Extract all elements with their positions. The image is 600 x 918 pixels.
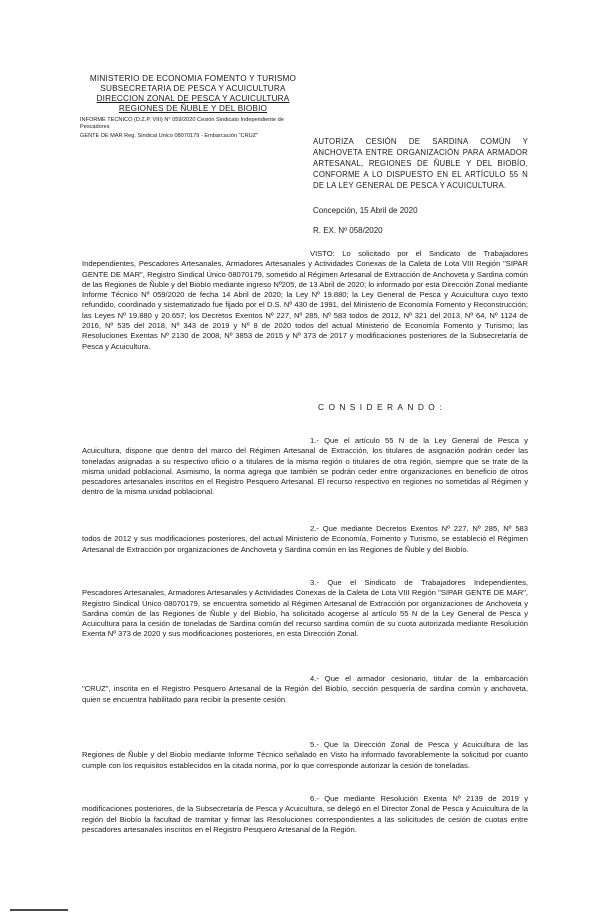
considerando-3: 3.- Que el Sindicato de Trabajadores Independientes, Pescadores Artesanales, Armadores Artesanales y Actividades Conexas de la Caleta de Lota VIII Región "SIPAR GENTE DE MAR", Registro Sindical Único 08070179, se encuentra sometido al Régimen Artesanal de Extracción por organizaciones de Anchoveta y Sardina común de las Regiones de Ñuble y del Biobío, ha solicitado acogerse al artículo 55 N de la Ley General de Pesca y Acuicultura para la cesión de toneladas de Sardina común del recurso sardina común de su cuota autorizada mediante Resolución Exenta Nº 373 de 2020 y sus modificaciones posteriores, en esta Dirección Zonal. xyxy=(82,578,528,639)
regions-line: REGIONES DE ÑUBLE Y DEL BIOBIO xyxy=(118,104,268,113)
directorate-line: DIRECCION ZONAL DE PESCA Y ACUICULTURA xyxy=(96,94,290,103)
ministry-line: MINISTERIO DE ECONOMIA FOMENTO Y TURISMO xyxy=(89,74,297,83)
letterhead xyxy=(78,74,308,140)
considerando-1: 1.- Que el artículo 55 N de la Ley General de Pesca y Acuicultura, dispone que dentro del marco del Régimen Artesanal de Extracción, los titulares de asignación podrán ceder las toneladas asignadas a su respectivo oficio o a titulares de la misma región o titulares de otra región, siempre que se trate de la misma unidad poblacional. Asimismo, la norma agrega que también se podrán ceder entre organizaciones en beneficio de otros pescadores artesanales inscritos en el Registro Pesquero Artesanal. El recurso respectivo en regiones no sometidas al Régimen y dentro de la misma unidad poblacional. xyxy=(82,436,528,497)
considerando-4: 4.- Que el armador cesionario, titular de la embarcación "CRUZ", inscrita en el Registro Pesquero Artesanal de la Región del Biobío, sección pesquería de sardina común y anchoveta, quien se encuentra habilitado para recibir la presente cesión. xyxy=(82,674,528,704)
considerando-5: 5.- Que la Dirección Zonal de Pesca y Acuicultura de las Regiones de Ñuble y del Biobío mediante Informe Técnico señalado en Visto ha informado favorablemente la solicitud por cuanto cumple con los requisitos establecidos en la citada norma, por lo que corresponde autorizar la cesión de toneladas. xyxy=(82,740,528,770)
resolution-number: R. EX. Nº 058/2020 xyxy=(313,226,383,235)
considerando-6: 6.- Que mediante Resolución Exenta Nº 2139 de 2019 y modificaciones posteriores, de la Subsecretaría de Pesca y Acuicultura, se delegó en el Director Zonal de Pesca y Acuicultura de la región del Biobío la facultad de tramitar y firmar las Resoluciones correspondientes a las solicitudes de cesión de cuotas entre pescadores artesanales inscritos en el Registro Pesquero Artesanal de la Región. xyxy=(82,794,528,834)
report-reference-2: GENTE DE MAR Reg. Sindical Unico 08070179 - Embarcación "CRUZ" xyxy=(80,133,259,140)
subsecretariat-line: SUBSECRETARIA DE PESCA Y ACUICULTURA xyxy=(100,84,286,93)
place-date: Concepción, 15 Abril de 2020 xyxy=(313,206,418,215)
considerando-2: 2.- Que mediante Decretos Exentos Nº 227, Nº 285, Nº 583 todos de 2012 y sus modificaciones posteriores, del actual Ministerio de Economía, Fomento y Turismo, se estableció el Régimen Artesanal de Extracción por organizaciones de Anchoveta y Sardina común en las Regiones de Ñuble y del Biobío. xyxy=(82,524,528,554)
considerando-heading: CONSIDERANDO: xyxy=(318,402,446,412)
footer-mark xyxy=(10,909,68,911)
visto-paragraph: VISTO: Lo solicitado por el Sindicato de Trabajadores Independientes, Pescadores Artesanales, Armadores Artesanales y Actividades Conexas de la Caleta de Lota VIII Región "SIPAR GENTE DE MAR", Registro Sindical Único 08070179, sometido al Régimen Artesanal de Extracción de Anchoveta y Sardina común de las Regiones de Ñuble y del Biobío mediante ingreso Nº205, de 13 Abril de 2020; lo informado por esta Dirección Zonal mediante Informe Técnico Nº 059/2020 de fecha 14 Abril de 2020; la Ley Nº 19.880; la Ley General de Pesca y Acuicultura cuyo texto refundido, coordinado y sistematizado fue fijado por el D.S. Nº 430 de 1991, del Ministerio de Economía Fomento y Reconstrucción; las Leyes Nº 19.880 y 20.657; los Decretos Exentos Nº 227, Nº 285, Nº 583 todos de 2012, Nº 321 del 2013, Nº 64, Nº 1124 de 2016, Nº 535 del 2018, Nº 343 de 2019 y Nº 8 de 2020 todos del actual Ministerio de Economía Fomento y Turismo; las Resoluciones Exentas Nº 2130 de 2008, Nº 3853 de 2015 y Nº 373 de 2017 y modificaciones posteriores de la Subsecretaría de Pesca y Acuicultura. xyxy=(82,249,528,351)
resolution-subject: AUTORIZA CESIÓN DE SARDINA COMÚN Y ANCHOVETA ENTRE ORGANIZACIÓN PARA ARMADOR ARTESANAL, REGIONES DE ÑUBLE Y DEL BIOBÍO, CONFORME A LO DISPUESTO EN EL ARTÍCULO 55 N DE LA LEY GENERAL DE PESCA Y ACUICULTURA. xyxy=(313,137,528,190)
report-reference-1: INFORME TECNICO (D.Z.P. VIII) N° 059/2020 Cesión Sindicato Independiente de Pescadores xyxy=(80,117,284,130)
